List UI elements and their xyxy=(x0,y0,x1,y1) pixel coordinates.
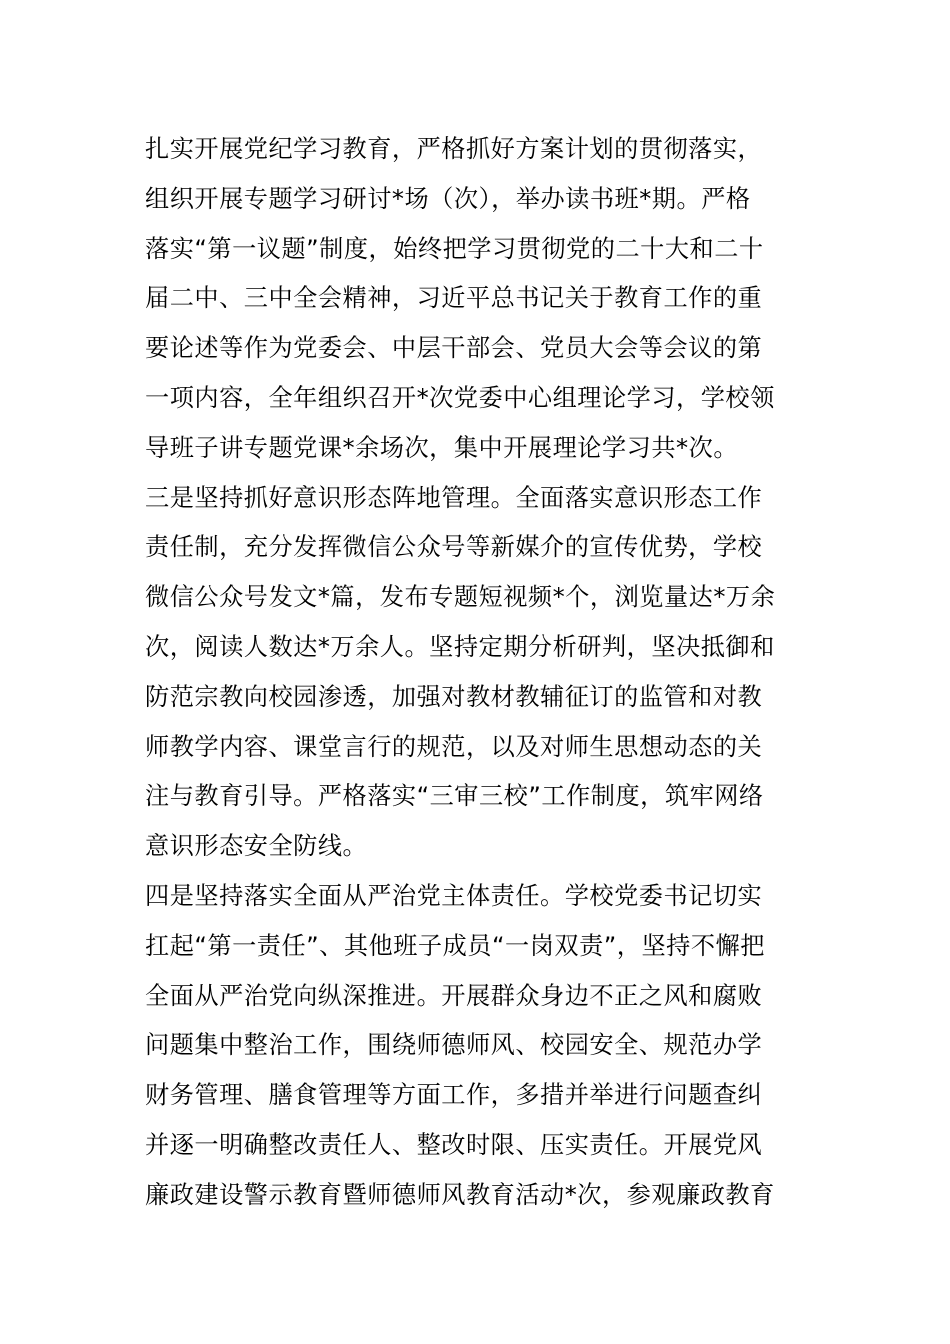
text-line: 三是坚持抓好意识形态阵地管理。全面落实意识形态工作 xyxy=(145,483,763,512)
text-line: 防范宗教向校园渗透，加强对教材教辅征订的监管和对教 xyxy=(145,682,763,711)
text-line: 责任制，充分发挥微信公众号等新媒介的宣传优势，学校 xyxy=(145,533,763,562)
text-line: 意识形态安全防线。 xyxy=(145,832,368,861)
text-line: 廉政建设警示教育暨师德师风教育活动*次，参观廉政教育 xyxy=(145,1180,775,1209)
text-line: 一项内容，全年组织召开*次党委中心组理论学习，学校领 xyxy=(145,383,775,412)
text-line: 要论述等作为党委会、中层干部会、党员大会等会议的第 xyxy=(145,334,763,363)
text-line: 财务管理、膳食管理等方面工作，多措并举进行问题查纠 xyxy=(145,1081,763,1110)
text-line: 导班子讲专题党课*余场次，集中开展理论学习共*次。 xyxy=(145,433,739,462)
text-line: 并逐一明确整改责任人、整改时限、压实责任。开展党风 xyxy=(145,1130,763,1159)
text-line: 全面从严治党向纵深推进。开展群众身边不正之风和腐败 xyxy=(145,981,763,1010)
text-line: 次，阅读人数达*万余人。坚持定期分析研判，坚决抵御和 xyxy=(145,632,775,661)
text-line: 师教学内容、课堂言行的规范，以及对师生思想动态的关 xyxy=(145,732,763,761)
text-line: 届二中、三中全会精神，习近平总书记关于教育工作的重 xyxy=(145,284,763,313)
text-line: 四是坚持落实全面从严治党主体责任。学校党委书记切实 xyxy=(145,881,763,910)
text-line: 扛起“第一责任”、其他班子成员“一岗双责”，坚持不懈把 xyxy=(145,931,765,960)
text-line: 组织开展专题学习研讨*场（次），举办读书班*期。严格 xyxy=(145,184,751,213)
body-text xyxy=(145,125,825,1221)
text-line: 问题集中整治工作，围绕师德师风、校园安全、规范办学 xyxy=(145,1031,763,1060)
text-line: 落实“第一议题”制度，始终把学习贯彻党的二十大和二十 xyxy=(145,234,764,263)
text-line: 微信公众号发文*篇，发布专题短视频*个，浏览量达*万余 xyxy=(145,583,776,612)
text-line: 扎实开展党纪学习教育，严格抓好方案计划的贯彻落实， xyxy=(145,135,763,163)
text-line: 注与教育引导。严格落实“三审三校”工作制度，筑牢网络 xyxy=(145,782,764,811)
